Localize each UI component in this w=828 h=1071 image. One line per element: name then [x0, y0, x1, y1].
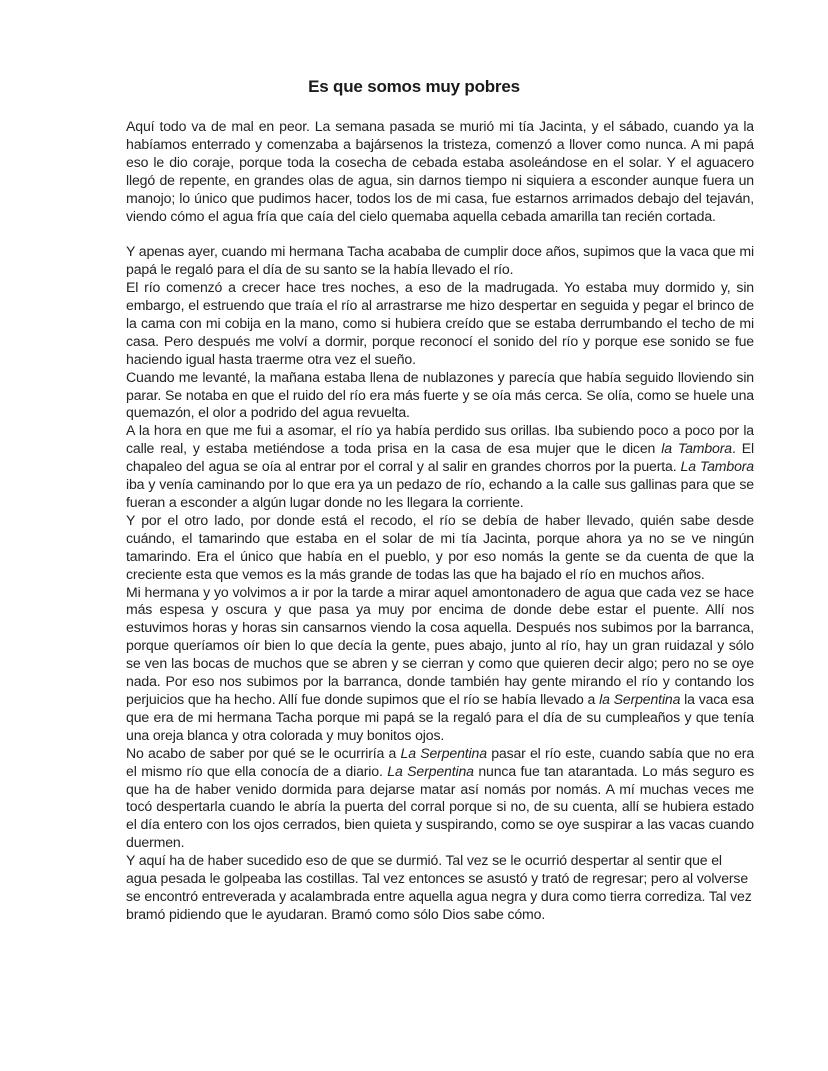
document-body — [126, 118, 754, 924]
paragraph-5-text-e: iba y venía caminando por lo que era ya un pedazo de río, echando a la calle sus gallinas para que se fueran a esconder a algún lugar donde no les llegara la corriente. — [126, 476, 754, 511]
paragraph-1: Aquí todo va de mal en peor. La semana pasada se murió mi tía Jacinta, y el sábado, cuando ya la habíamos enterrado y comenzaba a bajársenos la tristeza, comenzó a llover como nunca. A mi papá eso le dio coraje, porque toda la cosecha de cebada estaba asoleándose en el solar. Y el aguacero llegó de repente, en grandes olas de agua, sin darnos tiempo ni siquiera a esconder aunque fuera un manojo; lo único que pudimos hacer, todos los de mi casa, fue estarnos arrimados debajo del tejaván, viendo cómo el agua fría que caía del cielo quemaba aquella cebada amarilla tan recién cortada. — [126, 118, 754, 224]
paragraph-8-text-e: nunca fue tan atarantada. Lo más seguro es que ha de haber venido dormida para dejarse matar así nomás por nomás. A mí muchas veces me tocó despertarla cuando le abría la puerta del corral porque si no, de su cuenta, allí se hubiera estado el día entero con los ojos cerrados, bien quieta y suspirando, como se oye suspirar a las vacas cuando duermen. — [126, 762, 754, 851]
paragraph-3: El río comenzó a crecer hace tres noches, a eso de la madrugada. Yo estaba muy dormido y, sin embargo, el estruendo que traía el río al arrastrarse me hizo despertar en seguida y pegar el brinco de la cama con mi cobija en la mano, como si hubiera creído que se estaba derrumbando el techo de mi casa. Pero después me volví a dormir, porque reconocí el sonido del río y porque ese sonido se fue haciendo igual hasta traerme otra vez el sueño. — [126, 279, 754, 367]
paragraph-5-text-c: . El chapaleo del agua se oía al entrar por el corral y al salir en grandes chorros por la puerta. — [126, 440, 754, 475]
paragraph-7-text-a: Mi hermana y yo volvimos a ir por la tarde a mirar aquel amontonadero de agua que cada vez se hace más espesa y oscura y que pasa ya muy por encima de donde debe estar el puente. Allí nos estuvimos horas y horas sin cansarnos viendo la cosa aquella. Después nos subimos por la barranca, porque queríamos oír bien lo que decía la gente, pues abajo, junto al río, hay un gran ruidazal y sólo se ven las bocas de muchos que se abren y se cierran y como que quieren decir algo; pero no se oye nada. Por eso nos subimos por la barranca, donde también hay gente mirando el río y contando los perjuicios que ha hecho. Allí fue donde supimos que el río se había llevado a — [126, 583, 754, 707]
paragraph-7-italic-la-serpentina: la Serpentina — [599, 690, 681, 707]
paragraph-5-italic-la-tambora: la Tambora — [661, 440, 732, 457]
paragraph-9: Y aquí ha de haber sucedido eso de que se durmió. Tal vez se le ocurrió despertar al sentir que el agua pesada le golpeaba las costillas. Tal vez entonces se asustó y trató de regresar; pero al volverse se encontró entreverada y acalambrada entre aquella agua negra y dura como tierra corrediza. Tal vez bramó pidiendo que le ayudaran. Bramó como sólo Dios sabe cómo. — [126, 852, 752, 922]
paragraph-2: Y apenas ayer, cuando mi hermana Tacha acababa de cumplir doce años, supimos que la vaca que mi papá le regaló para el día de su santo se la había llevado el río. — [126, 243, 754, 278]
paragraph-7 — [126, 584, 754, 745]
paragraph-8-text-a: No acabo de saber por qué se le ocurriría a — [126, 744, 401, 761]
paragraph-8-text-c: pasar el río este, cuando sabía que no era el mismo río que ella conocía de a diario. — [126, 744, 755, 779]
paragraph-8-italic-la-serpentina: La Serpentina — [400, 744, 487, 761]
paragraph-5-italic-la-tambora-2: La Tambora — [680, 458, 754, 475]
paragraph-6: Y por el otro lado, por donde está el recodo, el río se debía de haber llevado, quién sabe desde cuándo, el tamarindo que estaba en el solar de mi tía Jacinta, porque ahora ya no se ve ningún tamarindo. Era el único que había en el pueblo, y por eso nomás la gente se da cuenta de que la creciente esta que vemos es la más grande de todas las que ha bajado el río en muchos años. — [126, 511, 754, 582]
paragraph-8-italic-la-serpentina-2: La Serpentina — [387, 762, 474, 779]
document-title: Es que somos muy pobres — [308, 77, 520, 96]
paragraph-5-text-a: A la hora en que me fui a asomar, el río ya había perdido sus orillas. Iba subiendo poco a poco por la calle real, y estaba metiéndose a toda prisa en la casa de esa mujer que le dicen — [126, 422, 754, 457]
paragraph-4: Cuando me levanté, la mañana estaba llena de nublazones y parecía que había seguido lloviendo sin parar. Se notaba en que el ruido del río era más fuerte y se oía más cerca. Se olía, como se huele una quemazón, el olor a podrido del agua revuelta. — [126, 368, 754, 421]
paragraph-7-text-c: la vaca esa que era de mi hermana Tacha porque mi papá se la regaló para el día de su cumpleaños y que tenía una oreja blanca y otra colorada y muy bonitos ojos. — [126, 690, 754, 743]
paragraph-8 — [126, 745, 754, 852]
paragraph-5 — [126, 422, 754, 512]
